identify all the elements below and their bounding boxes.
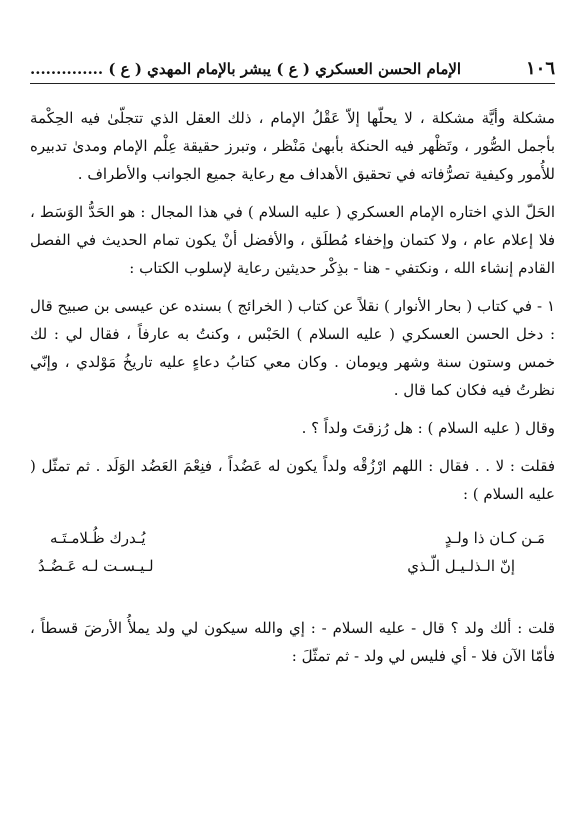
verse-1-second-hemistich: يُـدرك ظُـلامـتَـه — [50, 529, 146, 547]
header-rule — [30, 83, 555, 84]
poem-verse-1 — [30, 524, 555, 552]
paragraph-2: الحَلّ الذي اختاره الإمام العسكري ( عليه السلام ) في هذا المجال : هو الحَدُّ الوَسَط ، فلا إعلام عام ، ولا كتمان وإخفاء مُطلَق ، والأفضل أنْ يكون تمام الحديث في الفصل القادم إنشاء الله ، ونكتفي - هنا - بذِكْر حديثين رعاية لإسلوب الكتاب : — [30, 203, 555, 277]
running-title-group — [30, 60, 461, 78]
running-header — [30, 58, 555, 79]
verse-2-second-hemistich: لـيـسـت لـه عَـضُـدُ — [38, 557, 154, 575]
poem — [30, 524, 555, 580]
verse-1-first-hemistich: مَـن كـان ذا ولـدٍ — [444, 529, 545, 547]
paragraph-3: ١ - في كتاب ( بحار الأنوار ) نقلاً عن كتاب ( الخرائج ) بسنده عن عيسى بن صبيح قال : دخل الحسن العسكري ( عليه السلام ) الحَبْس ، وكنتُ به عارفاً ، فقال لي : لك خمس وستون سنة وشهر ويومان . وكان معي كتابُ دعاءٍ عليه تاريخُ مَوْلدي ، وإنّي نظرتُ فيه فكان كما قال . — [30, 297, 555, 399]
running-title: الإمام الحسن العسكري ( ع ) يبشر بالإمام المهدي ( ع ) — [108, 60, 462, 78]
verse-2-first-hemistich: إنّ الـذلـيـل الّـذي — [407, 557, 515, 575]
paragraph-4: وقال ( عليه السلام ) : هل رُزقتَ ولداً ؟ . — [301, 419, 555, 437]
book-page — [30, 58, 555, 670]
paragraph-1: مشكلة وأيَّة مشكلة ، لا يحلّها إلاّ عَقْلُ الإمام ، ذلك العقل الذي تتجلّىٰ فيه الحِكْمة بأجمل الصُّور ، وتَظْهر فيه الحنكة بأبهىٰ مَنْظر ، وتبرز حقيقة عِلْم الإمام ومدىٰ تدبيره للأُمور وكيفية تصرُّفاته في تحقيق الأهداف مع رعاية جميع الجوانب والأطراف . — [30, 109, 555, 183]
header-dots: .............. — [30, 60, 104, 78]
paragraph-6: قلت : ألك ولد ؟ قال - عليه السلام - : إي والله سيكون لي ولد يملأُ الأرضَ قسطاً ، فأمّا الآن فلا - أي فليس لي ولد - ثم تمثّلَ : — [30, 619, 555, 665]
paragraph-5: فقلت : لا . . فقال : اللهم ارْزُقْه ولداً يكون له عَضُداً ، فنِعْمَ العَضُد الوَلَد . ثم تمثّل ( عليه السلام ) : — [30, 457, 555, 503]
page-number: ١٠٦ — [525, 58, 555, 79]
poem-verse-2 — [30, 552, 555, 580]
